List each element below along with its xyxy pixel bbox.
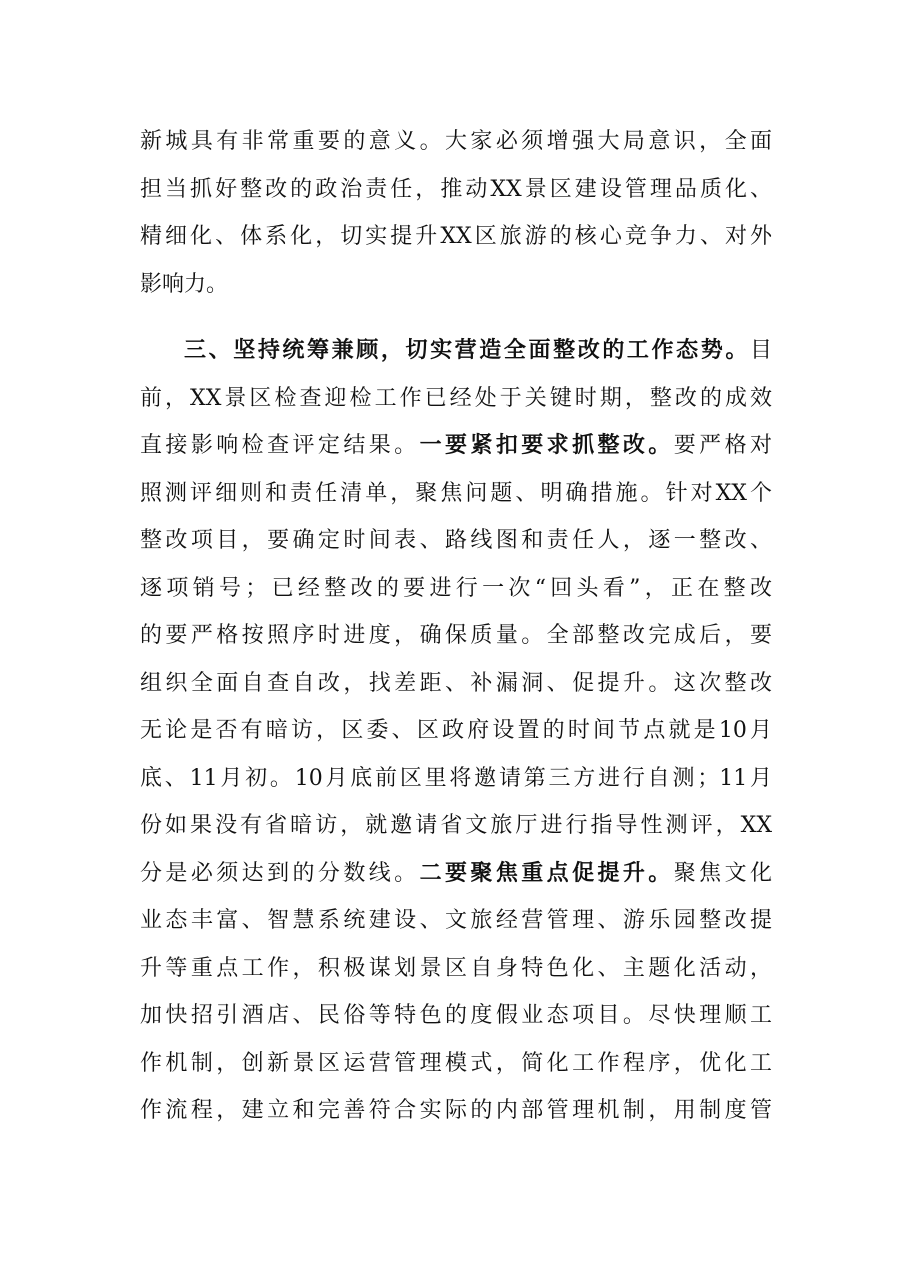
text-run: 直接影响检查评定结果。 <box>140 433 420 458</box>
text-run: 聚焦文化 <box>673 860 772 886</box>
section-heading: 三、坚持统筹兼顾，切实营造全面整改的工作态势。 <box>184 337 750 363</box>
text-line: 升等重点工作，积极谋划景区自身特色化、主题化活动， <box>140 955 772 981</box>
text-line: 前，XX景区检查迎检工作已经处于关键时期，整改的成效 <box>140 385 772 411</box>
subheading-2: 二要聚焦重点促提升。 <box>419 859 674 886</box>
text-line <box>140 850 772 898</box>
text-line: 加快招引酒店、民俗等特色的度假业态项目。尽快理顺工 <box>140 1003 772 1028</box>
text-line <box>140 327 772 375</box>
text-run: 分是必须达到的分数线。 <box>140 860 420 886</box>
text-run: 目 <box>749 338 772 363</box>
document-body <box>140 118 772 1135</box>
text-line: 组织全面自查自改，找差距、补漏洞、促提升。这次整改 <box>140 670 772 696</box>
paragraph-1 <box>140 118 772 308</box>
text-run: 要严格对 <box>673 433 772 458</box>
text-line: 整改项目，要确定时间表、路线图和责任人，逐一整改、 <box>140 528 772 553</box>
subheading-1: 一要紧扣要求抓整改。 <box>419 432 674 458</box>
text-line: 逐项销号；已经整改的要进行一次“回头看”，正在整改 <box>140 575 772 601</box>
text-line: 照测评细则和责任清单，聚焦问题、明确措施。针对XX个 <box>140 480 772 506</box>
text-line: 影响力。 <box>140 271 229 297</box>
text-line: 新城具有非常重要的意义。大家必须增强大局意识，全面 <box>140 129 772 154</box>
text-line: 作流程，建立和完善符合实际的内部管理机制，用制度管 <box>140 1098 772 1123</box>
text-line: 底、11月初。10月底前区里将邀请第三方进行自测；11月 <box>140 765 772 791</box>
text-line <box>140 422 772 470</box>
text-line: 无论是否有暗访，区委、区政府设置的时间节点就是10月 <box>140 718 772 743</box>
text-line: 担当抓好整改的政治责任，推动XX景区建设管理品质化、 <box>140 176 772 202</box>
text-line: 的要严格按照序时进度，确保质量。全部整改完成后，要 <box>140 623 772 648</box>
paragraph-2 <box>140 327 772 1135</box>
text-line: 精细化、体系化，切实提升XX区旅游的核心竞争力、对外 <box>140 224 772 249</box>
text-line: 业态丰富、智慧系统建设、文旅经营管理、游乐园整改提 <box>140 908 772 933</box>
paragraph-spacer <box>140 308 772 327</box>
text-line: 份如果没有省暗访，就邀请省文旅厅进行指导性测评，XX <box>140 813 772 838</box>
text-line: 作机制，创新景区运营管理模式，简化工作程序，优化工 <box>140 1050 772 1076</box>
